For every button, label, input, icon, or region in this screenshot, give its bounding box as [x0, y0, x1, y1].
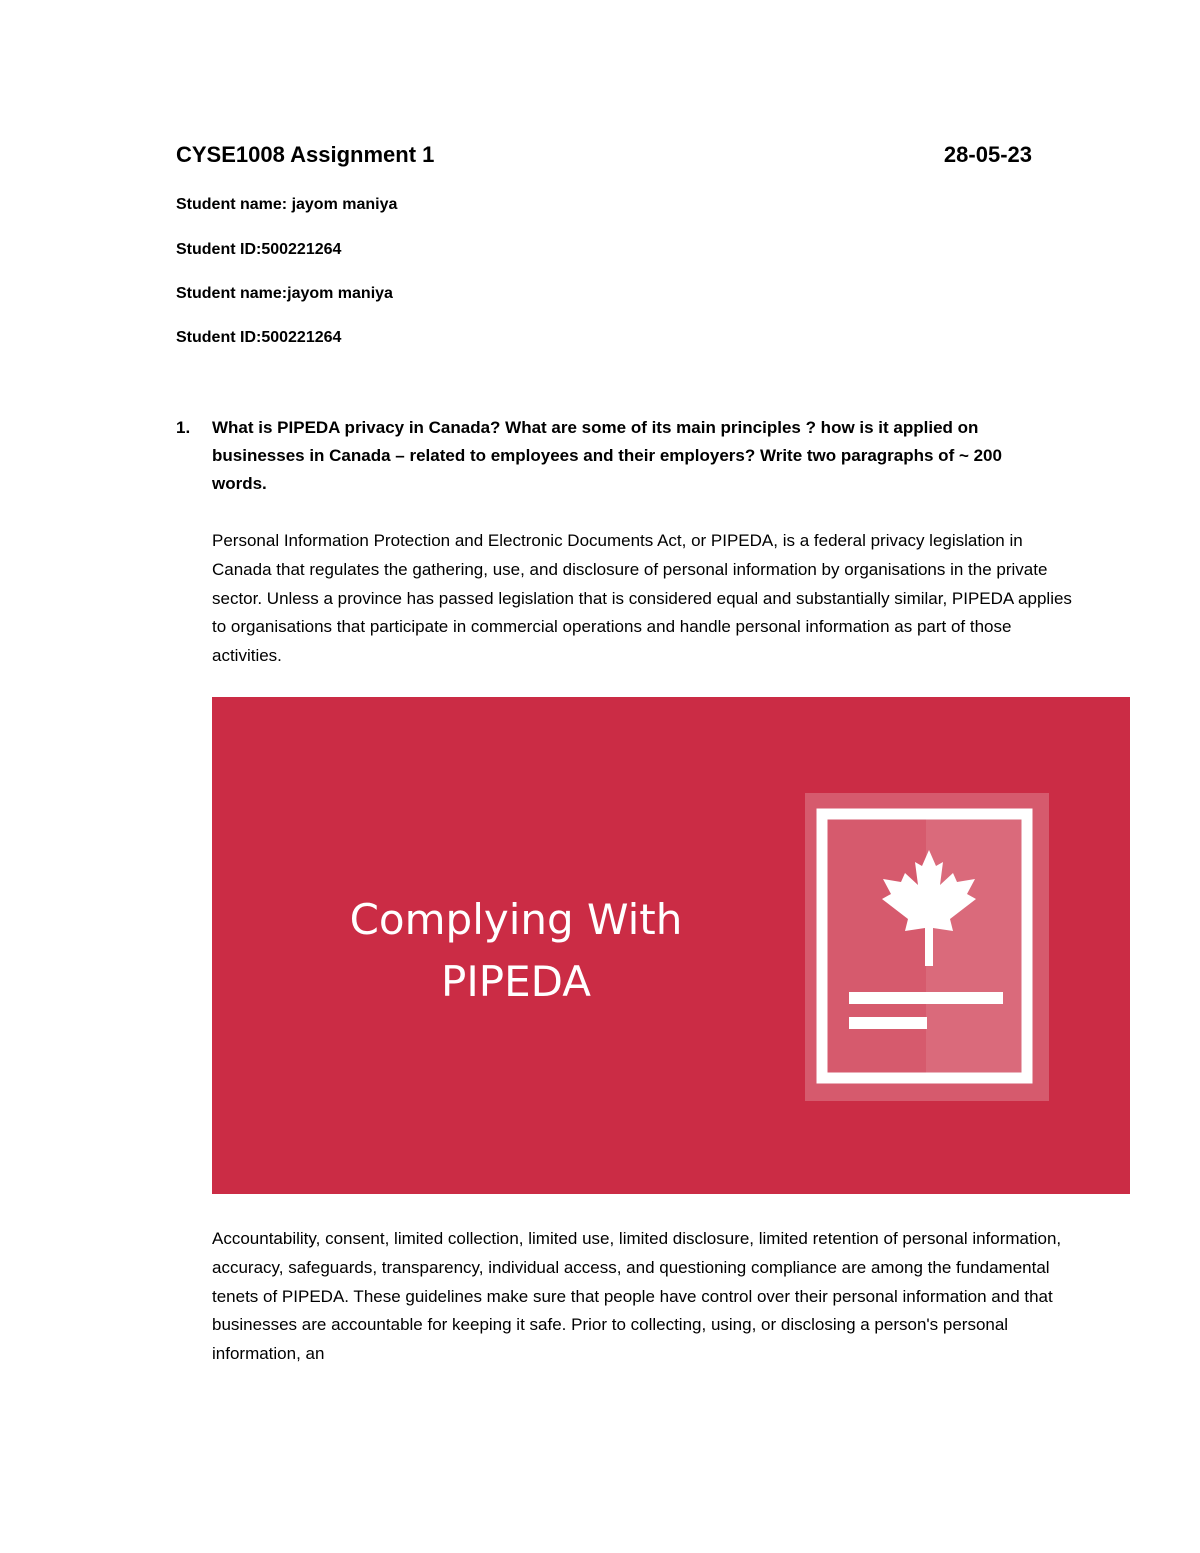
body-paragraph: Accountability, consent, limited collection, limited use, limited disclosure, limited retention of personal information, accuracy, safeguards, transparency, individual access, and questioning compliance are among the fundamental tenets of PIPEDA. These guidelines make sure that people have control over their personal information and that businesses are accountable for keeping it safe. Prior to collecting, using, or disclosing a person's personal information, an: [212, 1229, 1062, 1364]
document-header: [176, 142, 1032, 168]
canada-document-icon: [805, 793, 1049, 1101]
document-title: CYSE1008 Assignment 1: [176, 142, 435, 167]
pipeda-banner-image: [212, 697, 1130, 1194]
banner-title: [306, 889, 726, 1013]
student-name-line: Student name:jayom maniya: [176, 285, 393, 302]
student-name-line: Student name: jayom maniya: [176, 196, 398, 213]
document-date: 28-05-23: [943, 142, 1032, 167]
banner-title-line: PIPEDA: [441, 957, 591, 1006]
student-id-line: Student ID:500221264: [176, 329, 342, 346]
question-text: What is PIPEDA privacy in Canada? What are some of its main principles ? how is it applied on businesses in Canada – related to employees and their employers? Write two paragraphs of ~ 200 words.: [212, 418, 1002, 493]
student-id-line: Student ID:500221264: [176, 241, 342, 258]
banner-title-line: Complying With: [349, 895, 683, 944]
question-number: 1.: [176, 418, 191, 437]
question-item: [176, 414, 1056, 498]
body-paragraph: Personal Information Protection and Electronic Documents Act, or PIPEDA, is a federal privacy legislation in Canada that regulates the gathering, use, and disclosure of personal information by organisations in the private sector. Unless a province has passed legislation that is considered equal and substantially similar, PIPEDA applies to organisations that participate in commercial operations and handle personal information as part of those activities.: [212, 531, 1072, 666]
